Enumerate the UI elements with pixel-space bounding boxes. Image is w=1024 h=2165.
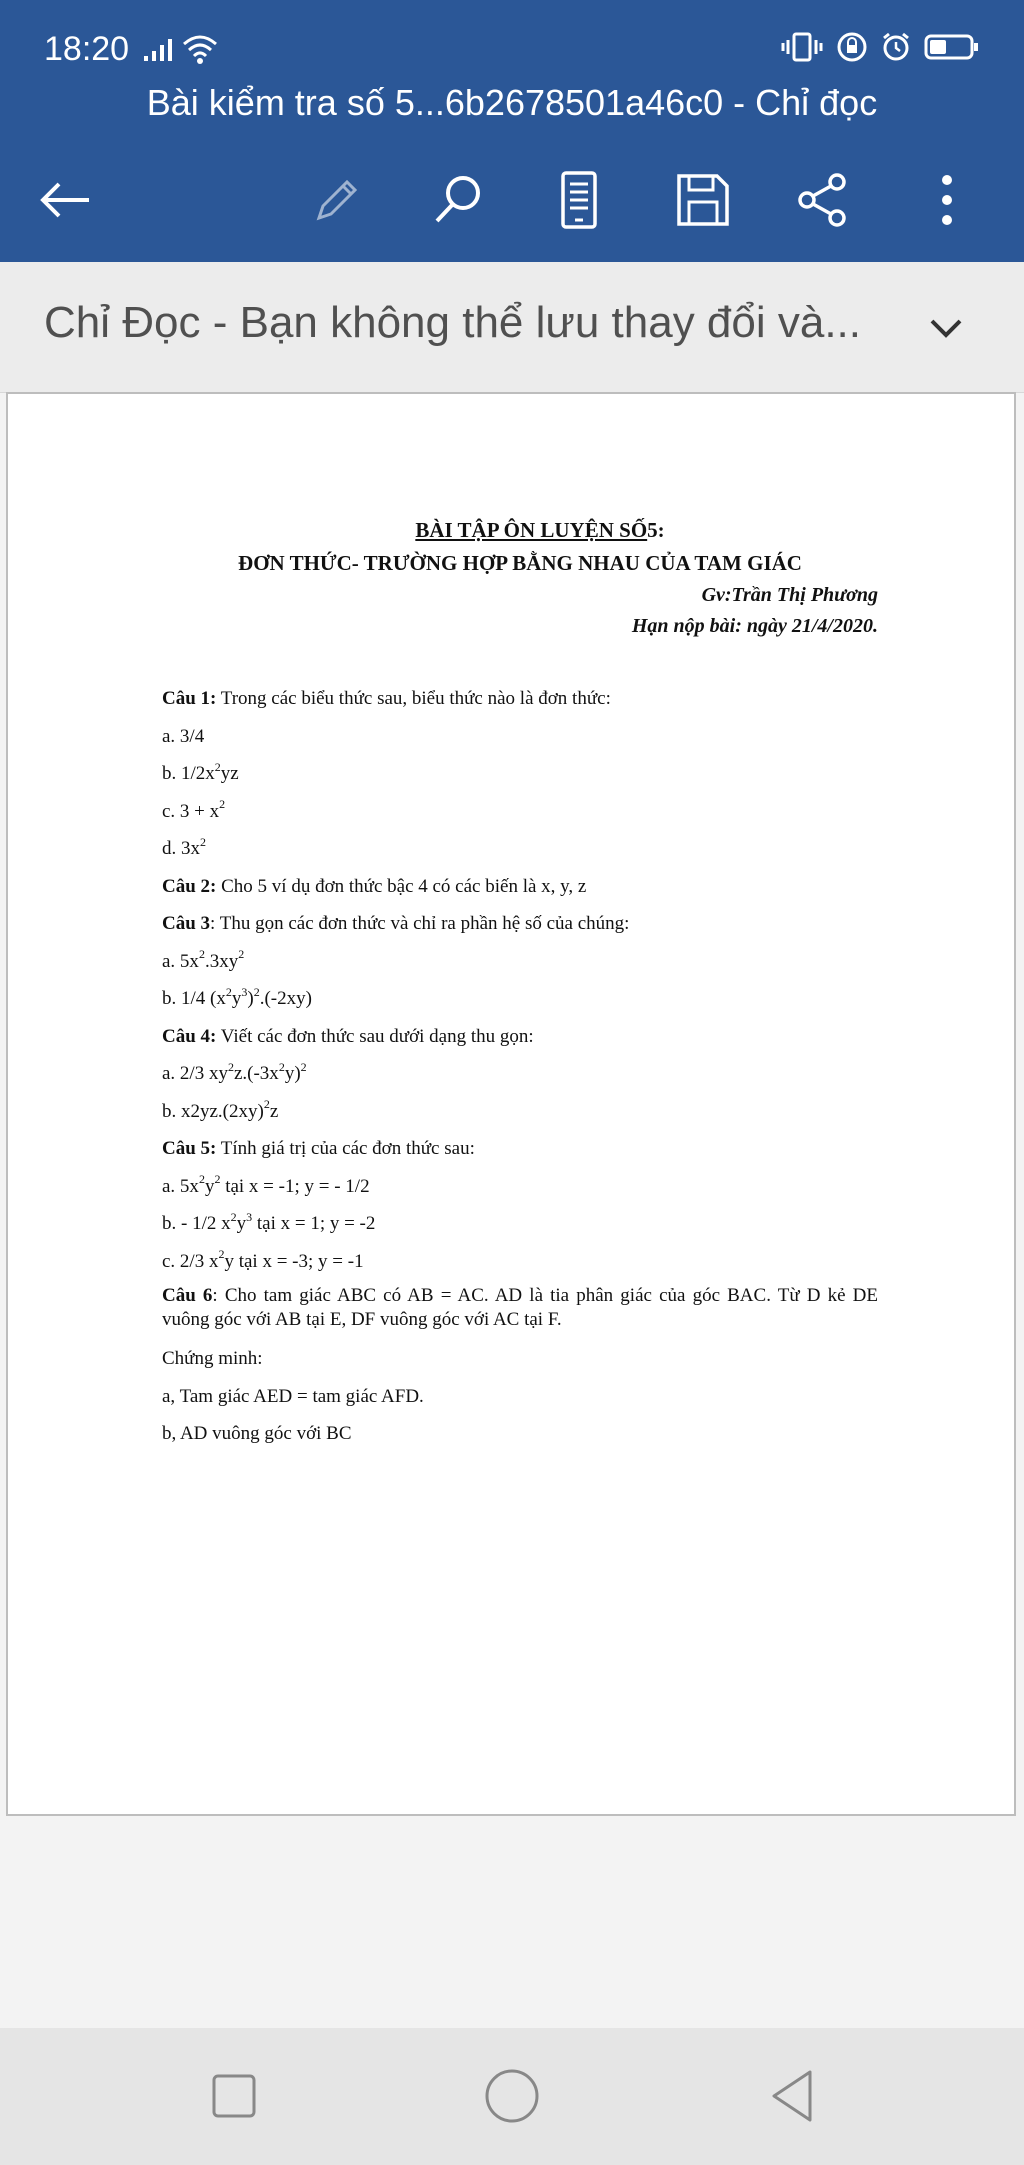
search-icon (429, 171, 487, 229)
save-button[interactable] (668, 160, 738, 240)
question-6-item-a: a, Tam giác AED = tam giác AFD. (162, 1385, 424, 1407)
question-1-option-c: c. $3 + x^2$ (162, 797, 226, 822)
question-3: Câu 3: Thu gọn các đơn thức và chỉ ra phần hệ số của chúng: (162, 913, 630, 934)
more-options-button[interactable] (912, 160, 982, 240)
banner-text: Chỉ Đọc - Bạn không thể lưu thay đổi và... (44, 298, 862, 347)
document-title: Bài kiểm tra số 5...6b2678501a46c0 - Chỉ đọc (146, 82, 878, 123)
doc-deadline: Hạn nộp bài: ngày 21/4/2020. (631, 615, 878, 637)
question-3-item-a: a. $5x^2.3xy^2$ (162, 947, 245, 972)
question-6-prove: Chứng minh: (162, 1348, 263, 1369)
alarm-icon (880, 31, 912, 63)
wifi-icon (180, 32, 220, 66)
signal-icon (142, 36, 176, 62)
doc-heading: BÀI TẬP ÔN LUYỆN SỐ5: (415, 518, 665, 542)
question-2: Câu 2: Cho 5 ví dụ đơn thức bậc 4 có các biến là x, y, z (162, 875, 587, 897)
more-vertical-icon (937, 172, 957, 228)
recents-button[interactable] (204, 2066, 264, 2126)
question-4: Câu 4: Viết các đơn thức sau dưới dạng thu gọn: (162, 1025, 534, 1047)
vibrate-icon (780, 30, 824, 64)
question-5-item-b: b. - 1/2 $x^2y^3$ tại x = 1; y = -2 (162, 1209, 376, 1234)
square-icon (204, 2066, 264, 2126)
document-content (162, 518, 878, 1453)
question-6-item-b: b, AD vuông góc với BC (162, 1423, 352, 1444)
question-1: Câu 1: Trong các biểu thức sau, biểu thức nào là đơn thức: (162, 688, 611, 709)
pencil-icon (309, 172, 365, 228)
save-icon (675, 172, 731, 228)
document-page (6, 392, 1016, 1816)
share-button[interactable] (788, 160, 858, 240)
mobile-view-icon (557, 170, 601, 230)
question-1-option-a: a. 3/4 (162, 725, 205, 747)
question-6: Câu 6: Cho tam giác ABC có AB = AC. AD là tia phân giác của góc BAC. Từ D kẻ DE vuông góc với AB tại E, DF vuông góc với AC tại F. (162, 1285, 878, 1330)
doc-subtitle: ĐƠN THỨC- TRƯỜNG HỢP BẰNG NHAU CỦA TAM GIÁC (238, 551, 802, 575)
home-button[interactable] (482, 2066, 542, 2126)
mobile-view-button[interactable] (544, 160, 614, 240)
question-1-option-d: d. $3x^2$ (162, 834, 206, 859)
lock-rotation-icon (836, 31, 868, 63)
question-5: Câu 5: Tính giá trị của các đơn thức sau: (162, 1138, 475, 1159)
question-1-option-b: b. $1/2x^2yz$ (162, 759, 239, 784)
question-4-item-b: b. $x2yz.(2xy)^2z$ (162, 1097, 279, 1122)
share-icon (795, 172, 851, 228)
doc-teacher: Gv:Trần Thị Phương (701, 584, 878, 606)
read-only-banner[interactable] (0, 262, 1024, 393)
question-4-item-a: a. 2/3 $xy^2z.(-3x^2y)^2$ (162, 1059, 307, 1084)
back-nav-button[interactable] (762, 2066, 822, 2126)
exercise-list (162, 680, 878, 1453)
back-arrow-icon (37, 180, 93, 220)
toolbar (0, 160, 1024, 240)
status-time: 18:20 (44, 30, 130, 68)
battery-icon (924, 33, 980, 61)
search-button[interactable] (423, 160, 493, 240)
triangle-back-icon (762, 2066, 822, 2126)
chevron-down-icon[interactable] (924, 306, 968, 350)
app-bar (0, 0, 1024, 262)
question-5-item-a: a. $5x^2y^2$ tại x = -1; y = - 1/2 (162, 1172, 370, 1197)
question-5-item-c: c. 2/3 $x^2y$ tại x = -3; y = -1 (162, 1247, 364, 1272)
question-3-item-b: b. 1/4 $(x^2y^3)^2.(-2xy)$ (162, 984, 312, 1009)
edit-button[interactable] (302, 160, 372, 240)
back-button[interactable] (30, 160, 100, 240)
circle-icon (482, 2066, 542, 2126)
navigation-bar (0, 2028, 1024, 2165)
